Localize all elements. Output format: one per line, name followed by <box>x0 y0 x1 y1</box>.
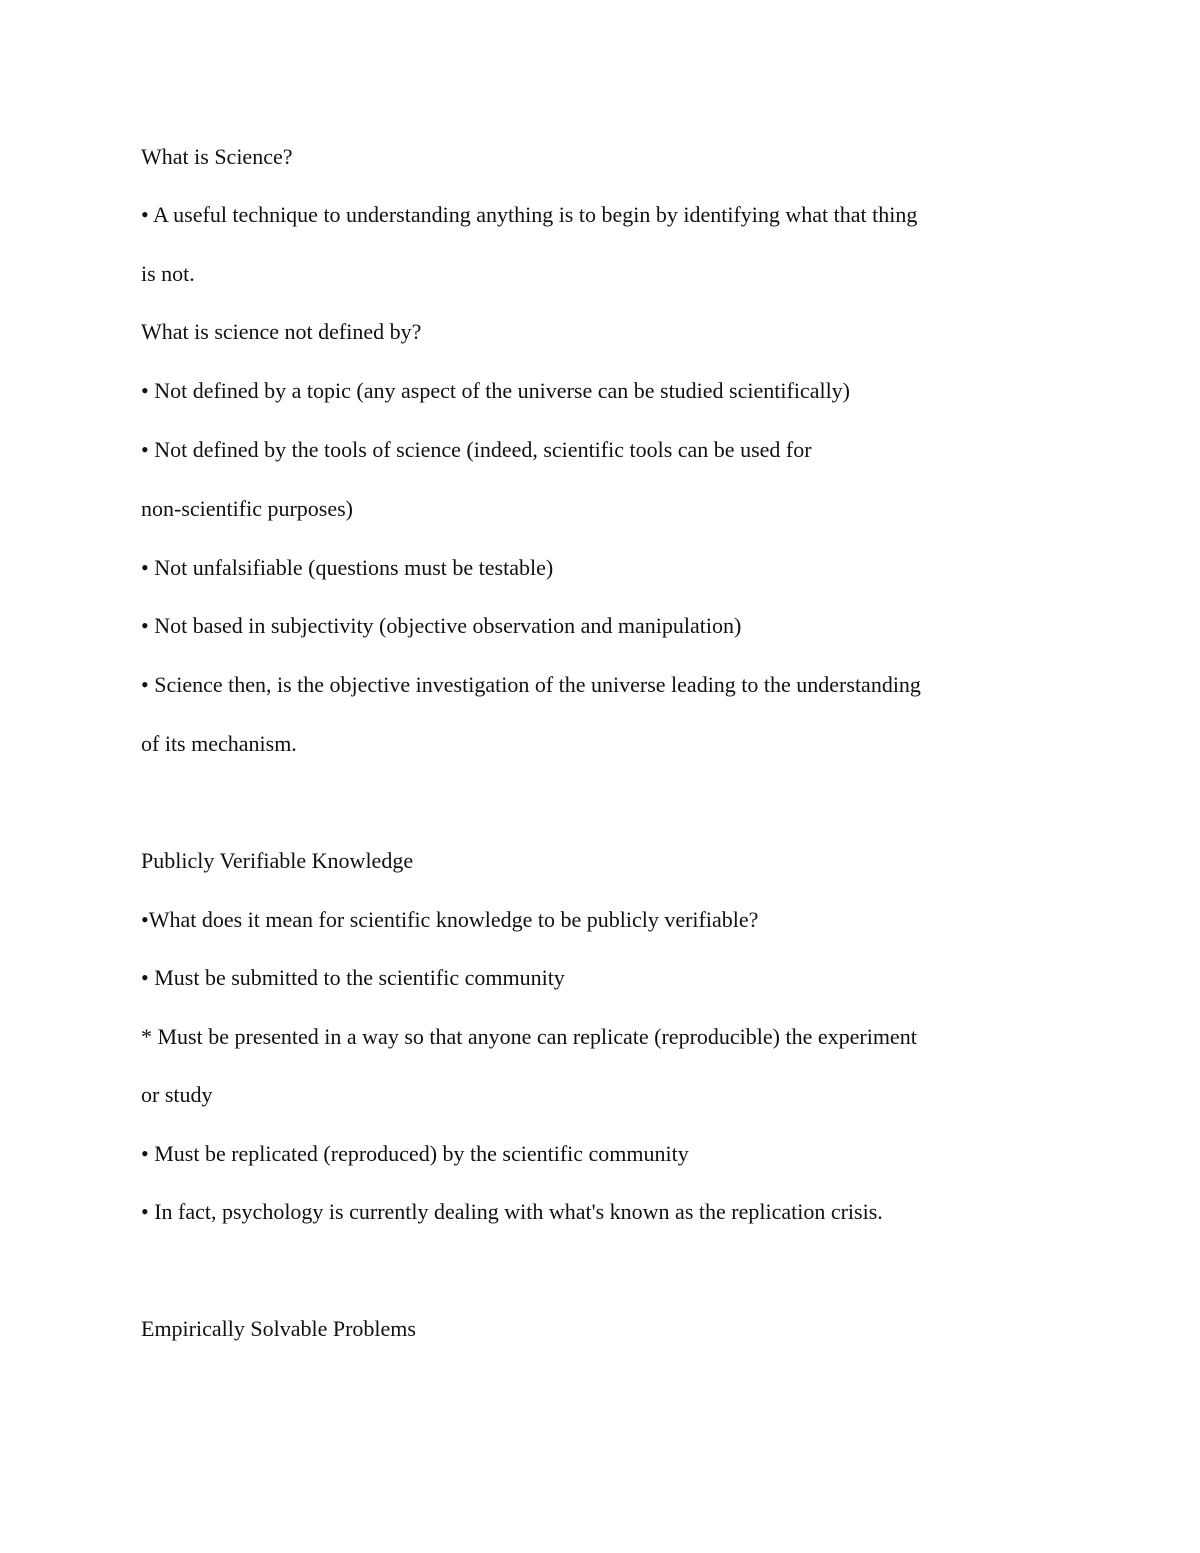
bullet-item: • Science then, is the objective investigation of the universe leading to the understanding <box>141 672 921 697</box>
bullet-item: •What does it mean for scientific knowledge to be publicly verifiable? <box>141 907 759 932</box>
paragraph-line: of its mechanism. <box>141 731 297 756</box>
bullet-item: • In fact, psychology is currently dealing with what's known as the replication crisis. <box>141 1199 883 1224</box>
subheading-not-defined-by: What is science not defined by? <box>141 319 422 344</box>
section-heading-what-is-science: What is Science? <box>141 144 293 169</box>
paragraph-line: or study <box>141 1082 213 1107</box>
section-heading-empirically-solvable: Empirically Solvable Problems <box>141 1316 416 1341</box>
bullet-item: • Must be replicated (reproduced) by the scientific community <box>141 1141 689 1166</box>
paragraph-line: is not. <box>141 261 195 286</box>
paragraph-line: non-scientific purposes) <box>141 496 353 521</box>
bullet-item: • Not defined by a topic (any aspect of the universe can be studied scientifically) <box>141 378 851 403</box>
bullet-item: • Not defined by the tools of science (indeed, scientific tools can be used for <box>141 437 812 462</box>
bullet-item: * Must be presented in a way so that anyone can replicate (reproducible) the experiment <box>141 1024 917 1049</box>
bullet-item: • Not based in subjectivity (objective observation and manipulation) <box>141 613 742 638</box>
bullet-item: • Must be submitted to the scientific community <box>141 965 565 990</box>
section-heading-publicly-verifiable: Publicly Verifiable Knowledge <box>141 848 414 873</box>
bullet-item: • Not unfalsifiable (questions must be testable) <box>141 555 554 580</box>
paragraph-line: • A useful technique to understanding anything is to begin by identifying what that thing <box>141 202 918 227</box>
